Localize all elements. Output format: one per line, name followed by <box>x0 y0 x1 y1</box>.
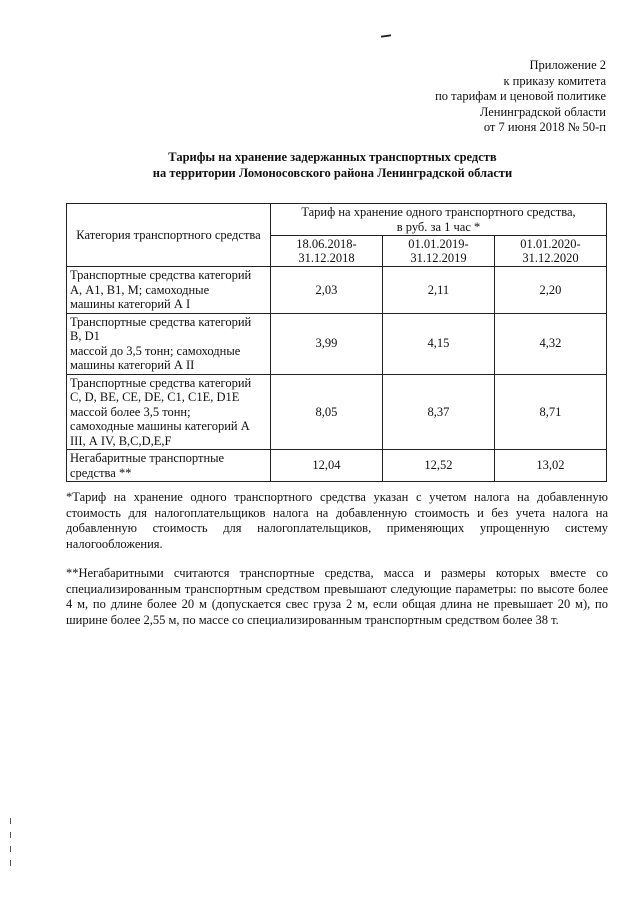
tariff-table <box>66 203 607 482</box>
period-to: 31.12.2018 <box>298 251 355 265</box>
appendix-line: Ленинградской области <box>479 104 606 119</box>
tariff-value-cell: 3,99 <box>271 313 383 374</box>
margin-mark <box>10 860 11 866</box>
margin-mark <box>10 832 11 838</box>
tariff-value-cell: 2,03 <box>271 267 383 314</box>
tariff-value-cell: 8,37 <box>382 374 494 450</box>
table-header-row <box>67 204 607 236</box>
table-row <box>67 450 607 482</box>
category-line: В, D1 <box>70 329 100 343</box>
tariff-value-cell: 4,32 <box>494 313 606 374</box>
category-cell <box>67 267 271 314</box>
table-row <box>67 374 607 450</box>
tariff-value-cell: 12,04 <box>271 450 383 482</box>
category-line: Транспортные средства категорий <box>70 268 252 282</box>
category-line: массой более 3,5 тонн; <box>70 404 191 419</box>
appendix-header <box>346 58 606 136</box>
title-line: Тарифы на хранение задержанных транспортных средств <box>168 150 497 164</box>
period-header <box>494 236 606 267</box>
title-line: на территории Ломоносовского района Ленинградской области <box>152 165 513 180</box>
document-title <box>60 150 605 181</box>
period-header <box>382 236 494 267</box>
period-from: 18.06.2018- <box>296 237 357 251</box>
category-line: С, D, ВЕ, СЕ, DE, С1, С1Е, D1Е <box>70 390 240 404</box>
margin-mark <box>10 818 11 824</box>
tariff-value-cell: 12,52 <box>382 450 494 482</box>
tariff-header-line: в руб. за 1 час * <box>396 219 481 234</box>
tariff-value-cell: 4,15 <box>382 313 494 374</box>
footnote-vat: *Тариф на хранение одного транспортного средства указан с учетом налога на добавленную стоимость для налогоплательщиков налога на добавленную стоимость и без учета налога на добавленную стоимость для налогоплательщиков, применяющих упрощенную систему налогообложения. <box>66 490 608 551</box>
category-cell <box>67 374 271 450</box>
category-line: Негабаритные транспортные <box>70 451 225 465</box>
category-line: Транспортные средства категорий <box>70 375 252 390</box>
appendix-line: Приложение 2 <box>529 58 606 72</box>
period-header <box>271 236 383 267</box>
appendix-line: по тарифам и ценовой политике <box>435 89 606 103</box>
period-from: 01.01.2020- <box>520 237 581 251</box>
category-line: массой до 3,5 тонн; самоходные <box>70 343 241 358</box>
period-to: 31.12.2019 <box>410 251 467 265</box>
table-row <box>67 267 607 314</box>
tariff-value-cell: 2,11 <box>382 267 494 314</box>
category-line: машины категорий А I <box>70 297 191 311</box>
tariff-header-line: Тариф на хранение одного транспортного средства, <box>301 205 576 219</box>
margin-mark <box>10 846 11 852</box>
category-line: III, А IV, В,С,D,E,F <box>70 433 172 448</box>
appendix-line: к приказу комитета <box>503 73 606 88</box>
footnote-oversized: **Негабаритными считаются транспортные средства, масса и размеры которых вместе со специализированным транспортным средством превышают следующие параметры: по высоте более 4 м, по длине более 20 м (допускается свес груза 2 м, если общая длина не превышает 20 м), по ширине более 2,55 м, по массе со специализированным транспортным средством более 38 т. <box>66 566 608 627</box>
tariff-column-header <box>271 204 607 236</box>
category-line: самоходные машины категорий А <box>70 419 250 433</box>
category-line: Транспортные средства категорий <box>70 314 252 329</box>
category-line: А, А1, В1, М; самоходные <box>70 282 210 297</box>
period-to: 31.12.2020 <box>522 251 579 265</box>
scan-margin-marks <box>9 818 13 888</box>
period-from: 01.01.2019- <box>408 237 469 251</box>
tariff-value-cell: 2,20 <box>494 267 606 314</box>
table-row <box>67 313 607 374</box>
category-column-header: Категория транспортного средства <box>67 204 271 267</box>
appendix-line: от 7 июня 2018 № 50-п <box>483 120 606 134</box>
tariff-value-cell: 8,71 <box>494 374 606 450</box>
scan-artifact <box>381 34 391 37</box>
category-line: средства ** <box>70 465 132 480</box>
tariff-value-cell: 8,05 <box>271 374 383 450</box>
category-cell <box>67 313 271 374</box>
tariff-value-cell: 13,02 <box>494 450 606 482</box>
category-line: машины категорий А II <box>70 358 195 372</box>
category-cell <box>67 450 271 482</box>
